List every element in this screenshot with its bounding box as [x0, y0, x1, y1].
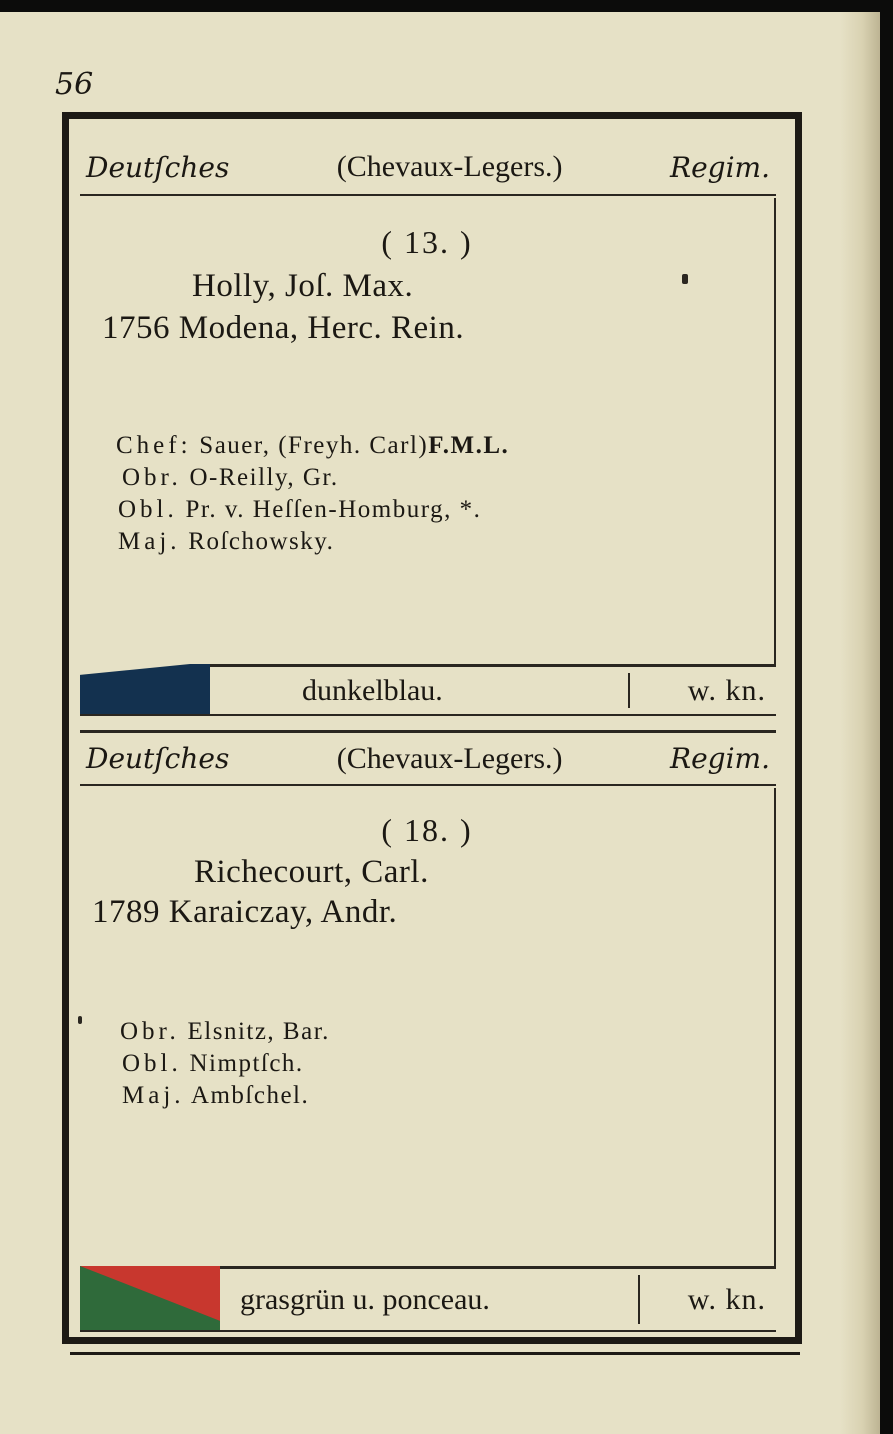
proprietor-line: 1756 Modena, Herc. Rein.: [102, 310, 465, 346]
staff-value: Nimptſch.: [189, 1050, 304, 1077]
header-left: Deutſches: [86, 742, 230, 775]
header-mid: (Chevaux-Legers.): [336, 150, 563, 183]
proprietor-line: Richecourt, Carl.: [194, 854, 429, 890]
regiment-entry: [80, 198, 776, 664]
column-divider: [628, 673, 630, 708]
staff-value: O-Reilly, Gr.: [189, 464, 339, 491]
proprietor-line: 1789 Karaiczay, Andr.: [92, 894, 398, 930]
book-page: [0, 12, 880, 1434]
color-swatch-graphic: [80, 1266, 220, 1330]
header-left: Deutſches: [86, 150, 230, 184]
color-name: dunkelblau.: [302, 673, 443, 707]
header-mid: (Chevaux-Legers.): [336, 741, 563, 775]
frame-bottom-rule: [70, 1352, 800, 1355]
staff-value: Roſchowsky.: [188, 528, 335, 555]
staff-suffix: F.M.L.: [428, 432, 510, 459]
regiment-header: [80, 140, 776, 196]
staff-label: Chef:: [116, 432, 192, 459]
page-number: 56: [55, 67, 94, 102]
staff-row: [120, 1018, 330, 1046]
staff-label: Obl.: [122, 1050, 182, 1077]
ink-speck: [682, 274, 688, 284]
staff-row: [118, 496, 481, 524]
staff-row: [122, 1050, 304, 1078]
facing-color-row: [80, 664, 776, 716]
button-color: w. kn.: [687, 1282, 766, 1316]
staff-value: Sauer, (Freyh. Carl): [199, 432, 429, 459]
staff-value: Ambſchel.: [190, 1082, 310, 1109]
staff-value: Pr. v. Heſſen-Homburg, *.: [185, 496, 482, 523]
staff-row: [118, 528, 334, 556]
regiment-entry: [80, 788, 776, 1266]
staff-label: Obr.: [122, 464, 182, 491]
color-swatch: [80, 1266, 220, 1330]
page-edge-shadow: [840, 12, 880, 1434]
regiment-number: ( 18. ): [381, 812, 473, 848]
staff-label: Maj.: [122, 1082, 185, 1109]
staff-label: Maj.: [118, 528, 181, 555]
button-color: w. kn.: [687, 673, 766, 707]
color-name: grasgrün u. ponceau.: [240, 1282, 490, 1316]
ink-speck: [78, 1016, 82, 1024]
staff-row: [116, 432, 509, 460]
color-swatch: [80, 664, 210, 714]
column-divider: [638, 1275, 640, 1324]
header-right: Regim.: [670, 742, 770, 775]
staff-label: Obr.: [120, 1018, 180, 1045]
staff-row: [122, 1082, 309, 1110]
regiment-number: ( 13. ): [381, 224, 473, 260]
proprietor-line: Holly, Joſ. Max.: [192, 268, 414, 304]
staff-label: Obl.: [118, 496, 178, 523]
regiment-header: [80, 730, 776, 786]
header-right: Regim.: [670, 150, 770, 184]
color-swatch-graphic: [80, 664, 210, 714]
facing-color-row: [80, 1266, 776, 1332]
staff-row: [122, 464, 339, 492]
staff-value: Elsnitz, Bar.: [187, 1018, 330, 1045]
